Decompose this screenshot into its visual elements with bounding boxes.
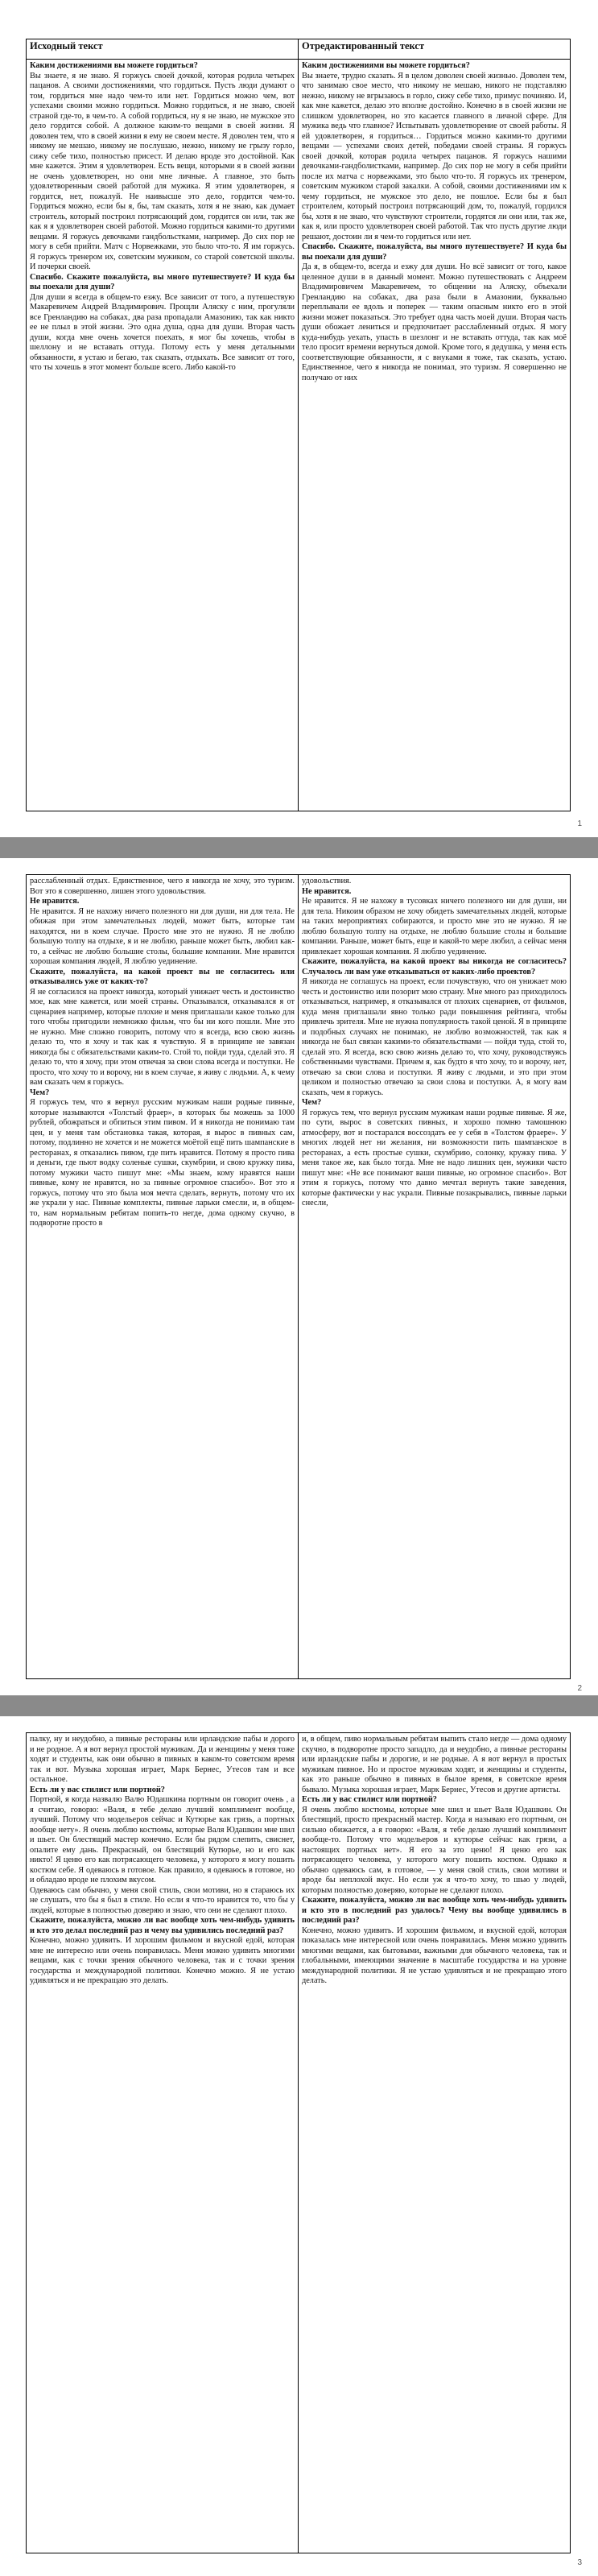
question-paragraph: Скажите, пожалуйста, на какой проект вы никогда не согласитесь? Случалось ли вам уже отказываться от каких-либо проектов? <box>302 957 567 976</box>
comparison-table <box>26 39 571 811</box>
answer-paragraph: Да я, в общем-то, всегда и езжу для души. Но всё зависит от того, какое целенное души в в данный момент. Можно путешествовать с Андреем Владимировичем Макаревичем, то общении на Аляску, объехали Гренландию на собаках, два раза были в Амазонии, буквально переплывали ее вдоль и поперек — таким опасным никто его в этой жизни может показаться. Это требует одна часть моей души. Вторая часть души обожает лениться и предпочитает расслабленный отдых. Я могу куда-нибудь уехать, упасть в шезлонг и не вставать оттуда, так как моё тело просит времени вернуться домой. Кроме того, я дедушка, у меня есть соответствующие обязанности, я с внуками я тоже, так сказать, устаю. Единственное, чего я никогда не понимал, это туризм. Я совершенно не получаю от них <box>302 262 567 382</box>
page-number: 2 <box>577 1684 582 1693</box>
original-text <box>30 1735 295 2551</box>
answer-paragraph: Вы знаете, я не знаю. Я горжусь своей дочкой, которая родила четырех пацанов. А своими достижениями, что гордиться. Пусть люди думают о том, гордиться мне надо чем-то или нет. Гордиться можно чем, вот успехами своими можно гордиться. Можно гордиться, я не знаю, своей страной где-то, в чем-то. А собой гордиться, ну я не знаю, не мужское это дело гордится собой. А должное каким-то вещами в своей жизни. Я доволен тем, что в своей жизни я ему не своем месте. Я доволен тем, что я никому не мешаю, никому не послушаю, нежно, никому не грызу горло, сижу себе тихо, полностью присест. И делаю вроде это достойной. Как мне кажется. Этим я удовлетворен. Есть вещи, которыми я в своей жизни не очень удовлетворен, но они мне личные. А главное, это быть удовлетворенным своей работой для мужика. Я этим удовлетворен, я гордится, нет, пожалуй. Не наивысше это дело, гордится чем-то. Гордиться можно, если бы я, бы, там сказать, хотя я не знаю, как думает строитель, который построил потрясающий дом, гордится он или, так же как я я удовлетворен своей работой. Можно гордиться какими-то другими вещами. Я горжусь девочками гандбольстками, например. До сих пор не могу в себя прийти. Матч с Норвежками, это было что-то. Я им горжусь. Я горжусь тренером их, советским мужиком, со старой советской школы. И почерки своей. <box>30 71 295 271</box>
answer-paragraph: Я горжусь тем, что вернул русским мужикам наши родные пивные. Я же, по сути, вырос в советских пивных, и хорошо помню тамошнюю атмосферу, вот и постарался воссоздать ее у себя в «Толстом фраере». У многих людей нет ни желания, ни возможности пить шампанское в ресторанах, а есть простые сушки, скумбрию, солонку, кружку пива. У меня такое же, как было тогда. Мне не надо лишних цен, мужики часто пишут мне: «Не все понимают ваши пивные, но огромное спасибо». Вот этим я горжусь, потому что давно мечтал вернуть такие заведения, которые фактически у нас украли. Пивные позакрывались, пивные ларьки снесли, <box>302 1108 567 1208</box>
answer-paragraph: Я очень люблю костюмы, которые мне шил и шьет Валя Юдашкин. Он блестящий, просто прекрасный мастер. Когда я называю его портным, он сильно обижается, а я говорю: «Валя, я тебе делаю лучший комплимент вообще-то. Потому что модельеров и кутюрье сейчас как грязи, а настоящих портных нет». Я его за это ценю! Я ценю его как потрясающего человека, у которого могу пошить костюм. Однако я обычно одеваюсь сам, в готовое, — у меня свой стиль, свои мотиви и вроде бы неплохой вкус. Но если уж я что-то хочу, то шью у людей, которым полностью доверяю, которые не сделают плохо. <box>302 1805 567 1895</box>
page-3 <box>0 1716 598 2576</box>
original-text <box>30 61 295 809</box>
comparison-table <box>26 1732 571 2553</box>
question-paragraph: Не нравится. <box>302 886 352 896</box>
edited-text <box>302 1735 567 2551</box>
page-number: 3 <box>577 2558 582 2567</box>
answer-paragraph: расслабленный отдых. Единственное, чего я никогда не хочу, это туризм. Вот это я совершенно, лишен этого удовольствия. <box>30 877 295 896</box>
question-paragraph: Не нравится. <box>30 897 80 906</box>
question-paragraph: Есть ли у вас стилист или портной? <box>30 1785 165 1794</box>
answer-paragraph: Конечно, можно удивить. И хорошим фильмом, и вкусной едой, которая показалась мне интересной или очень понравилась. Меня можно удивить многими вещами, как бытовыми, важными для обычного человека, так и глобальными, имеющими значение в масштабе государства и на уровне международной политики. Я не устаю удивляться и не прекращаю этого делать. <box>302 1926 567 1985</box>
question-paragraph: Скажите, пожалуйста, на какой проект вы не согласитесь или отказывались уже от каких-то? <box>30 967 295 986</box>
answer-paragraph: Портной, я когда назвалю Валю Юдашкина портным он говорит очень , а я считаю, говорю: «Валя, я тебе делаю лучший комплимент вообще, лучший. Потому что модельеров сейчас и Кутюрье как грязь, а портных вообще нету». Я очень люблю костюмы, которые Валя Юдашкин мне шил и шьет. Он блестящий мастер конечно. Если бы рядом слепить, свиснет, опалите ему дань. Прекрасный, он блестящий Кутюрье, но и его как никто! Я ценю его как потрясающего человека, у которого я могу пошить костюм себе. Я одеваюсь в готовое. Как правило, я одеваюсь в готовое, но и обладаю вроде не плохим вкусом. <box>30 1795 295 1885</box>
edited-text <box>302 877 567 1677</box>
answer-paragraph: Одеваюсь сам обычно, у меня свой стиль, свои мотиви, но я стараюсь их не слушать, что бы я был в стиле. Но если я что-то нравится то, что бы у людей, которые в полностью доверяю и знаю, что они не сделают плохо. <box>30 1885 295 1915</box>
question-paragraph: Каким достижениями вы можете гордиться? <box>30 61 198 70</box>
answer-paragraph: Не нравится. Я не нахожу в тусовках ничего полезного ни для души, ни для тела. Никоим образом не хочу обидеть замечательных людей, которые на таких мероприятиях собираются, и просто мне это не нужно. Я не люблю большую толпу на отдыхе, не люблю большие столы и большие компании. Раньше, может быть, еще и какой-то мере любил, а сейчас меня привлекает хорошая компания. Я люблю уединение. <box>302 897 567 956</box>
answer-paragraph: Я горжусь тем, что я вернул русским мужикам наши родные пивные, которые называются «Толстый фраер», в которых бы можешь за 1000 рублей, обожраться и обпиться этим пивом. И я никогда не понимаю там цен, и у меня там обстановка такая, которая, я вырос в пивных сам, потому, подлинно не хочется и не можется моётой ещё пить шампанские в ресторанах, я отказались пивом, где пить нравится. Потому я просто пива и деньги, где пьют водку соленые сушки, скумбрии, и свою кружку пива, потому мужики часто пишут мне: «Мы знаем, кому нравятся наши пивные, кому не нравятся, но за пивные огромное спасибо». Вот это я горжусь, потому что это была моя мечта сделать, вернуть, потому что их же украли у нас. Пивные комплекты, пивные ларьки смесли, и, в общем-то, нам нормальным ребятам попить-то негде, дома одному скучно, в подворотне просто в <box>30 1098 295 1228</box>
question-paragraph: Каким достижениями вы можете гордиться? <box>302 61 470 70</box>
cell-original <box>27 60 299 811</box>
cell-edited <box>299 1733 571 2553</box>
comparison-table <box>26 874 571 1679</box>
answer-paragraph: Вы знаете, трудно сказать. Я в целом доволен своей жизнью. Доволен тем, что занимаю свое место, что никому не мешаю, никого не подставляю нежно, никому не вгрызаюсь в горло, сижу себе тихо, примус починяю. И, как мне кажется, делаю это вполне достойно. Конечно в в своей жизни не слишком удовлетворен, но это касается главного в личной сфере. Для мужика ведь что главное? Испытывать удовлетворение от своей работы. Я ей удовлетворен, я гордиться… Гордиться можно какими-то другими вещами — успехами своих детей, победами своей страны. Я горжусь своей дочкой, которая родила четырех пацанов. Я горжусь нашими девочками-гандболистками, например. До сих пор не могу в себя прийти после их матча с норвежками, это было что-то. Я горжусь их тренером, советским мужиком старой закалки. А собой, своими достижениями им к чему гордиться, не мужское это дело, не пошлое. Если бы я был строителем, который построил потрясающий дом, то, пожалуй, гордился бы, хотя я не знаю, что чувствуют строители, гордятся ли они или, так же, как я, или просто удовлетворен своей работой. Так что пусть другие люди решают, достоин ли я чем-то гордиться или нет. <box>302 71 567 242</box>
original-text <box>30 877 295 1677</box>
cell-original <box>27 875 299 1679</box>
question-paragraph: Чем? <box>30 1088 50 1097</box>
question-paragraph: Скажите, пожалуйста, можно ли вас вообще хоть чем-нибудь удивить и кто это делал последний раз и чему вы удивились последний раз? <box>30 1916 295 1935</box>
question-paragraph: Спасибо. Скажите пожалуйста, вы много путешествуете? И куда бы вы поехали для души? <box>30 272 295 291</box>
question-paragraph: Чем? <box>302 1098 322 1107</box>
cell-edited <box>299 60 571 811</box>
answer-paragraph: Я не согласился на проект никогда, который унижает честь и достоинство мое, как мне кажется, или моей страны. Отказывался, отказывался я от сценариев например, которые плохие и меня приглашали какое только для того чтобы пригодили немножко фильм, что бы ни кого пошли. Мне это не нужно. Мне сложно говорить, потому что я всегда, всю свою жизнь делаю то, что я хочу и так как я чувствую. Я в принципе не завязан никогда бы с обязательствами каким-то. Стой то, пойди туда, сделай это. Я делаю то, что я хочу, при этом отвечая за свои слова всегда и поступки. Не просто, что хочу то и ворочу, ни в коем случае, я живу с людьми. А, к чему вам сказать чем я горжусь. <box>30 987 295 1087</box>
cell-edited <box>299 875 571 1679</box>
page-2 <box>0 858 598 1695</box>
cell-original <box>27 1733 299 2553</box>
question-paragraph: Спасибо. Скажите, пожалуйста, вы много путешествуете? И куда бы вы поехали для души? <box>302 242 567 262</box>
question-paragraph: Есть ли у вас стилист или портной? <box>302 1795 437 1804</box>
answer-paragraph: удовольствия. <box>302 877 352 886</box>
edited-text <box>302 61 567 809</box>
page-number: 1 <box>577 819 582 828</box>
answer-paragraph: палку, ну и неудобно, а пивные рестораны или ирландские пабы и дорого и не родное. А я вот вернул простой мужикам. Да и женщины у меня тоже ходят и студенты, как они обычно в пивных в каком-то советском время так и вот. Музыка хорошая играет, Марк Бернес, Утесов там и все остальное. <box>30 1735 295 1784</box>
answer-paragraph: Для души я всегда в общем-то езжу. Все зависит от того, а путешествую Макаревичем Андрей Владимирович. Прощли Аляску с ним, прогуляли все Гренландию на собаках, два раза пропадали Амазонию, так как никто ее не плыл в этой жизни. Это одна душа, одна для души. Вторая часть души, когда мне очень хочется поехать, я мог бы хочешь, чтобы в шеллону и не вставать оттуда. Потому есть у меня детальными обязанности, я устаю и бегаю, так сказать, отдыхать. Все зависит от того, что ты хочешь в этот момент больше всего. Либо какой-то <box>30 292 295 372</box>
answer-paragraph: Конечно, можно удивить. И хорошим фильмом и вкусной едой, которая мне не интересно или очень понравилась. Меня можно удивить многими вещами, как с точки зрения обычного человека, так и с точки зрения государства и международной политики. Конечно можно. Я не устаю удивляться и не прекращаю это делать. <box>30 1936 295 1985</box>
page-1 <box>0 0 598 837</box>
header-edited: Отредактированный текст <box>299 39 571 60</box>
question-paragraph: Скажите, пожалуйста, можно ли вас вообще хоть чем-нибудь удивить и кто это в последний раз удалось? Чему вы вообще удивились в последний раз? <box>302 1896 567 1925</box>
answer-paragraph: Не нравится. Я не нахожу ничего полезного ни для души, ни для тела. Не обижая при этом замечательных людей, может быть, которые там находятся, ни в коем случае. Просто мне это не нужно. Я не люблю большую толпу на отдыхе, я и не люблю, раньше может быть, любил как-то, а сейчас не люблю большие столы, большие компании. Мне нравится хорошая компания людей, Я люблю уединение. <box>30 906 295 966</box>
header-original: Исходный текст <box>27 39 299 60</box>
answer-paragraph: и, в общем, пиво нормальным ребятам выпить стало негде — дома одному скучно, в подворотне просто западло, да и неудобно, а пивные рестораны или ирландские пабы и дорогие, и не родные. А я вот вернул в простых мужикам пивное. Но и простое мужикам ходят, и женщины и студенты, как это раньше обычно в пивных в былое время, в советское время бывало. Музыка хорошая играет, Марк Бернес, Утесов и другие артисты. <box>302 1735 567 1794</box>
answer-paragraph: Я никогда не соглашусь на проект, если почувствую, что он унижает мою честь и достоинство или позорит мою страну. Мне много раз приходилось отказываться, например, я отказывался от плохих сценариев, от фильмов, куда меня приглашали явно только ради повышения рейтинга, чтобы привлечь зрителя. Мне не нужна популярность такой ценой. Я в принципе и подобных случаях не понимаю, не люблю возможностей, так как я никогда не был связан какими-то обязательствами — пойди туда, стой то, сделай это. Я всегда, всю свою жизнь делаю то, что хочу, руководствуясь собственными чувствами. Причем я, как будто я что хочу, то и ворочу, нет, отвечаю за свои слова и поступки. Я живу с людьми, и это при этом целиком и полностью отвечаю за свои слова и поступки. А, я могу вам сказать, чем я горжусь. <box>302 977 567 1097</box>
